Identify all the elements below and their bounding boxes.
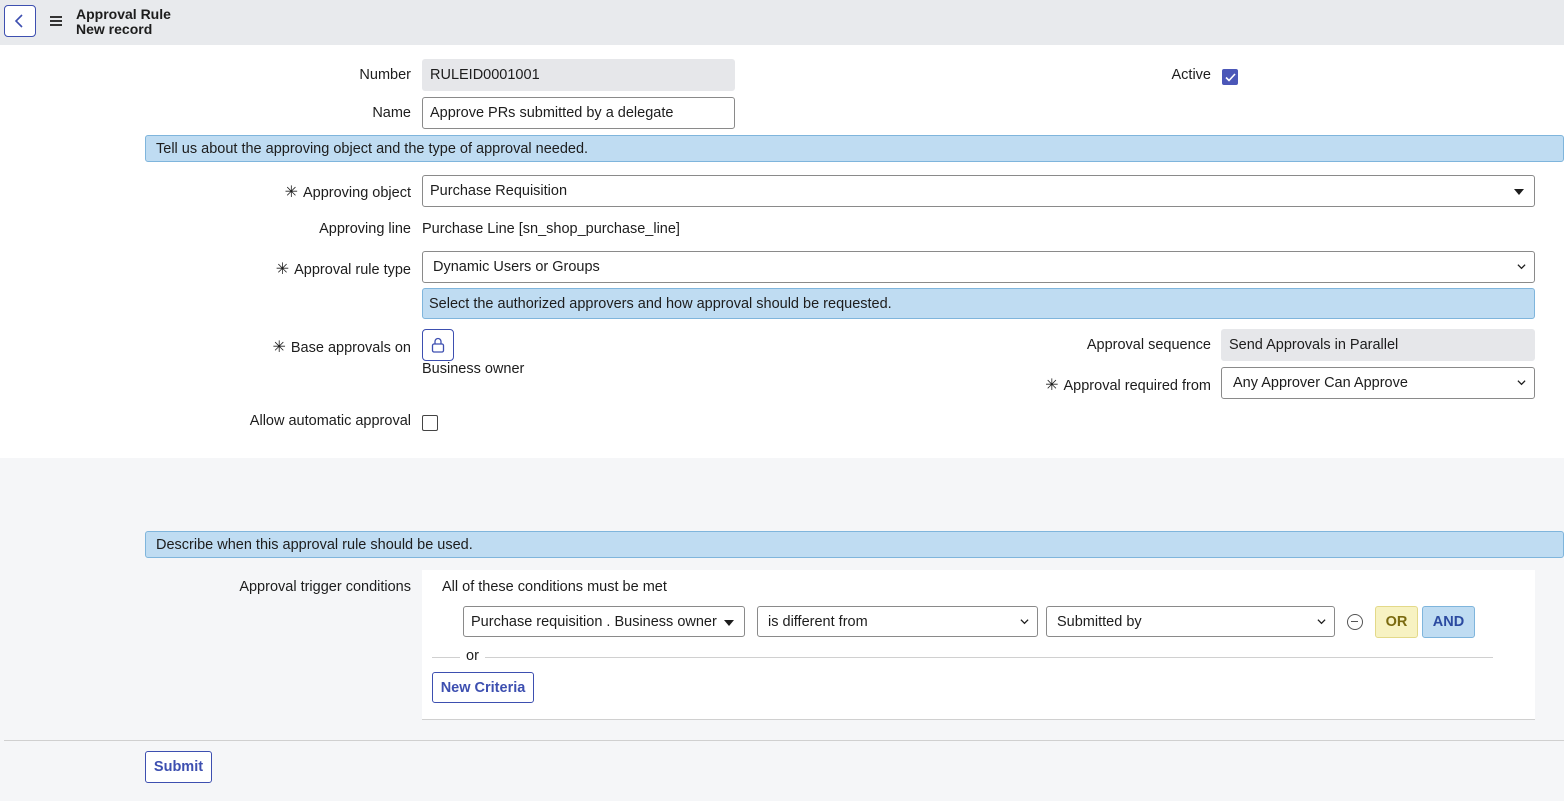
- back-button[interactable]: [4, 5, 36, 37]
- info-banner-approvers: [422, 288, 1535, 319]
- chevron-down-icon: [1517, 262, 1526, 271]
- active-label: Active: [1171, 67, 1211, 83]
- banner-text: Select the authorized approvers and how approval should be requested.: [429, 295, 892, 312]
- banner-text: Tell us about the approving object and the type of approval needed.: [156, 140, 589, 157]
- conditions-heading: All of these conditions must be met: [442, 579, 667, 595]
- new-criteria-button[interactable]: New Criteria: [432, 672, 534, 703]
- remove-condition-icon[interactable]: [1347, 614, 1363, 630]
- name-value: Approve PRs submitted by a delegate: [430, 105, 674, 121]
- page-header: [0, 0, 1564, 45]
- approval-rule-type-value: Dynamic Users or Groups: [433, 259, 600, 275]
- approving-object-value: Purchase Requisition: [430, 183, 568, 199]
- unlock-button[interactable]: [422, 329, 454, 361]
- chevron-down-icon: [1517, 378, 1526, 387]
- record-subtitle: New record: [76, 21, 153, 37]
- condition-value: Submitted by: [1057, 613, 1142, 630]
- base-approvals-value: Business owner: [422, 361, 525, 377]
- caret-down-icon: [1514, 189, 1524, 195]
- approval-required-value: Any Approver Can Approve: [1233, 375, 1408, 391]
- caret-down-icon: [724, 620, 734, 626]
- condition-value-select[interactable]: [1046, 606, 1335, 637]
- approval-required-label-text: Approval required from: [1063, 378, 1211, 394]
- condition-operator-value: is different from: [768, 613, 868, 630]
- lock-icon: [431, 337, 445, 353]
- page-title: [76, 7, 171, 37]
- approval-rule-type-label: [276, 259, 411, 279]
- approval-sequence-value: Send Approvals in Parallel: [1229, 337, 1399, 353]
- chevron-left-icon: [14, 14, 26, 28]
- trigger-conditions-label: Approval trigger conditions: [239, 579, 411, 595]
- approving-line-label: Approving line: [319, 221, 411, 237]
- divider: [485, 657, 1493, 658]
- and-button[interactable]: AND: [1422, 606, 1475, 638]
- approving-object-select[interactable]: [422, 175, 1535, 207]
- info-banner-approval-type: [145, 135, 1564, 162]
- required-marker: ✳: [284, 184, 298, 201]
- number-field: [422, 59, 735, 91]
- required-marker: ✳: [275, 261, 290, 278]
- submit-button[interactable]: Submit: [145, 751, 212, 783]
- name-input[interactable]: [422, 97, 735, 129]
- approval-rule-type-label-text: Approval rule type: [294, 262, 411, 278]
- condition-field-value: Purchase requisition . Business owner: [471, 613, 717, 630]
- number-value: RULEID0001001: [430, 67, 540, 83]
- checkmark-icon: [1225, 73, 1236, 82]
- hamburger-icon[interactable]: [50, 16, 62, 28]
- base-approvals-label: [272, 337, 411, 357]
- chevron-down-icon: [1020, 617, 1029, 626]
- condition-operator-select[interactable]: [757, 606, 1038, 637]
- base-approvals-label-text: Base approvals on: [290, 340, 411, 356]
- allow-auto-approval-label: Allow automatic approval: [249, 413, 411, 429]
- divider: [432, 657, 460, 658]
- approval-required-label: [1045, 375, 1211, 395]
- approving-object-label-text: Approving object: [302, 185, 411, 201]
- required-marker: ✳: [272, 339, 286, 356]
- approving-object-label: [285, 182, 411, 202]
- required-marker: ✳: [1045, 377, 1059, 394]
- approving-line-value: Purchase Line [sn_shop_purchase_line]: [422, 221, 680, 237]
- info-banner-conditions: [145, 531, 1564, 558]
- allow-auto-approval-checkbox[interactable]: [422, 415, 438, 431]
- approval-sequence-field: [1221, 329, 1535, 361]
- record-type-title: Approval Rule: [76, 6, 171, 22]
- approval-rule-type-select[interactable]: [422, 251, 1535, 283]
- or-separator: or: [466, 648, 479, 664]
- name-label: Name: [372, 105, 411, 121]
- active-checkbox[interactable]: [1222, 69, 1238, 85]
- approval-sequence-label: Approval sequence: [1086, 337, 1211, 353]
- number-label: Number: [359, 67, 411, 83]
- condition-field-select[interactable]: [463, 606, 745, 637]
- approval-required-select[interactable]: [1221, 367, 1535, 399]
- or-button[interactable]: OR: [1375, 606, 1418, 638]
- banner-text: Describe when this approval rule should be used.: [156, 536, 473, 553]
- chevron-down-icon: [1317, 617, 1326, 626]
- footer-divider: [4, 740, 1564, 741]
